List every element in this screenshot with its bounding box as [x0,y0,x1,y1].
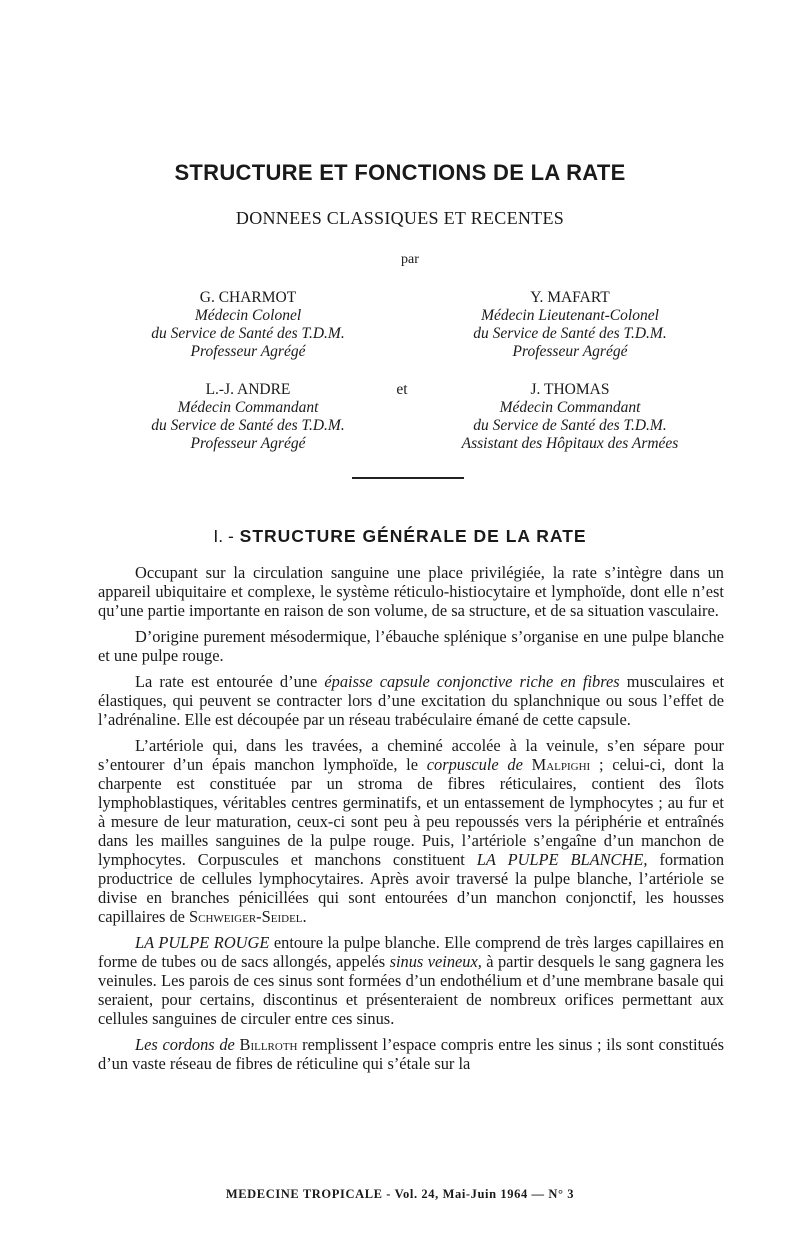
author-block [98,289,398,361]
page-footer: MEDECINE TROPICALE - Vol. 24, Mai-Juin 1964 — N° 3 [225,1187,575,1201]
paragraph: L’artériole qui, dans les travées, a cheminé accolée à la veinule, s’en sépare pour s’entourer d’un épais manchon lymphoïde, le corpuscule de Malpighi ; celui-ci, dont la charpente est constituée par un stroma de fibres réticulaires, contient des îlots lymphoblastiques, véritables centres germinatifs, et un entassement de lymphocytes ; au fur et à mesure de leur maturation, ceux-ci sont peu à peu repoussés vers la périphérie et entraînés dans les mailles sanguines de la pulpe rouge. Puis, l’artériole s’engaîne d’un manchon de lymphocytes. Corpuscules et manchons constituent LA PULPE BLANCHE, formation productrice de cellules lymphocytaires. Après avoir traversé la pulpe blanche, l’artériole se divise en branches pénicillées qui sont entourées d’un manchon conjonctif, les housses capillaires de Schweiger-Seidel. [98,736,725,926]
paragraph: La rate est entourée d’une épaisse capsule conjonctive riche en fibres musculaires et élastiques, qui peuvent se contracter lors d’une excitation du splanchnique ou sous l’effet de l’adrénaline. Elle est découpée par un réseau trabéculaire émané de cette capsule. [98,672,724,729]
divider-rule [352,477,464,479]
author-service: du Service de Santé des T.D.M. [473,417,667,434]
article-title: STRUCTURE ET FONCTIONS DE LA RATE [174,160,626,185]
author-title: Assistant des Hôpitaux des Armées [461,435,679,452]
author-rank: Médecin Commandant [177,399,319,416]
paragraph: Occupant sur la circulation sanguine une place privilégiée, la rate s’intègre dans un appareil ubiquitaire et complexe, le système réticulo-histiocytaire et lymphoïde, dont elle n’est qu’une partie importante en raison de son volume, de sa structure, et de sa situation vasculaire. [98,563,724,620]
paragraph: LA PULPE ROUGE entoure la pulpe blanche. Elle comprend de très larges capillaires en forme de tubes ou de sacs allongés, appelés sinus veineux, à partir desquels le sang gagnera les veinules. Les parois de ces sinus sont formées d’un endothélium et d’une membrane basale qui seraient, pour certains, discontinus et présenteraient de nombreux orifices permettant aux cellules sanguines de circuler entre ces sinus. [98,933,724,1028]
author-title: Professeur Agrégé [190,435,306,452]
author-block [420,381,720,453]
author-service: du Service de Santé des T.D.M. [151,417,345,434]
author-rank: Médecin Colonel [194,307,302,324]
article-subtitle: DONNEES CLASSIQUES ET RECENTES [235,208,565,228]
author-service: du Service de Santé des T.D.M. [151,325,345,342]
author-name: G. CHARMOT [199,289,297,306]
article-body [98,563,724,1080]
and-label: et [396,381,408,398]
author-name: Y. MAFART [530,289,610,306]
section-number: I. - [213,526,234,546]
author-title: Professeur Agrégé [512,343,628,360]
paragraph: D’origine purement mésodermique, l’ébauche splénique s’organise en une pulpe blanche et une pulpe rouge. [98,627,724,665]
section-title: STRUCTURE GÉNÉRALE DE LA RATE [239,526,587,546]
author-name: J. THOMAS [530,381,610,398]
author-block [420,289,720,361]
author-title: Professeur Agrégé [190,343,306,360]
paragraph: Les cordons de Billroth remplissent l’espace compris entre les sinus ; ils sont constitués d’un vaste réseau de fibres de réticuline qui s’étale sur la [98,1035,724,1073]
author-rank: Médecin Commandant [499,399,641,416]
author-name: L.-J. ANDRE [205,381,291,398]
author-service: du Service de Santé des T.D.M. [473,325,667,342]
section-heading [0,526,800,547]
author-block [98,381,398,453]
author-rank: Médecin Lieutenant-Colonel [481,307,659,324]
by-label: par [401,252,419,267]
